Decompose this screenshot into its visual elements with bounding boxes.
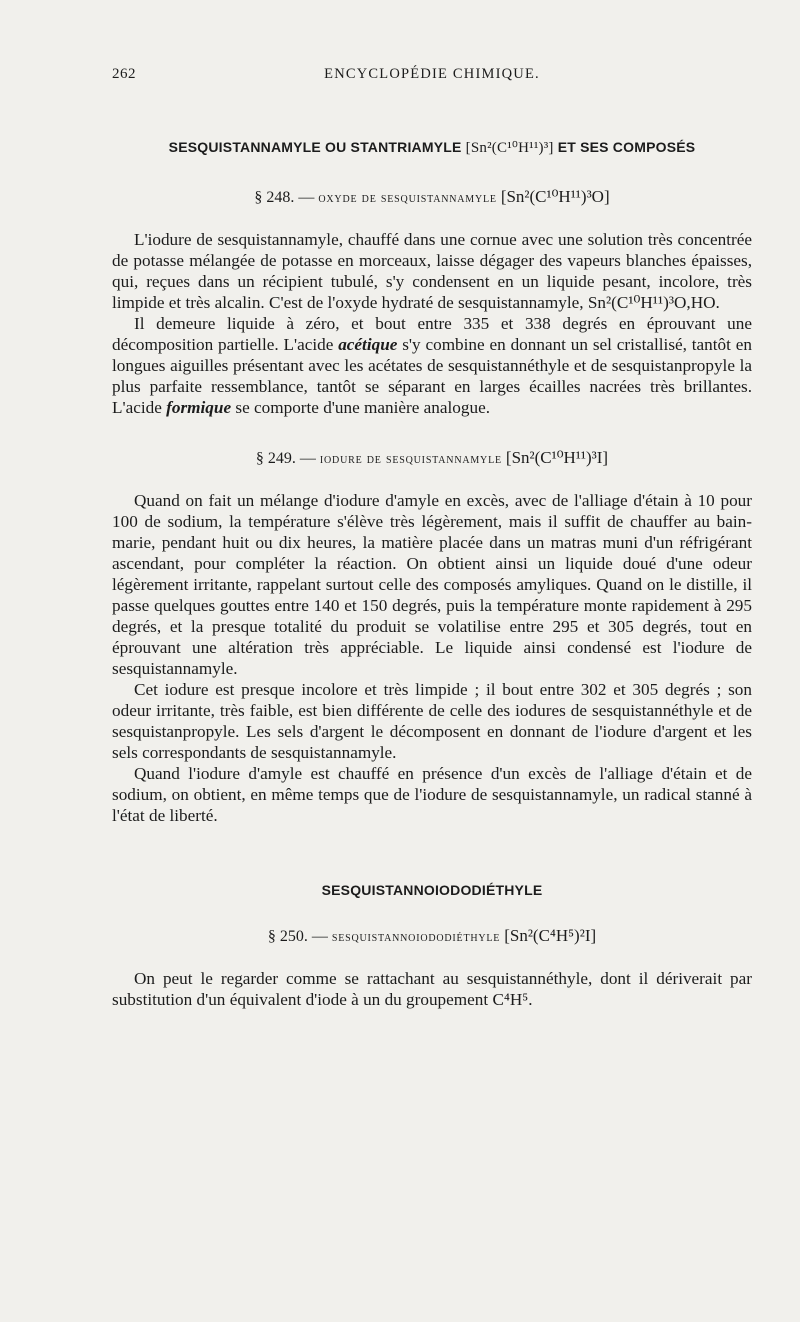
subsection-title: SESQUISTANNOIODODIÉTHYLE <box>321 882 543 898</box>
page-content <box>112 130 752 1010</box>
paragraph-250-1: On peut le regarder comme se rattachant au sesquistannéthyle, dont il dériverait par substitution d'un équivalent d'iode à un du groupement C⁴H⁵. <box>112 969 752 1009</box>
paragraph-249-2: Cet iodure est presque incolore et très limpide ; il bout entre 302 et 305 degrés ; son odeur irritante, très faible, est bien différente de celle des iodures de sesquistannéthyle et de sesquistanpropyle. Les sels d'argent le décomposent en donnant de l'iodure d'argent et les sels correspondants de sesquistannamyle. <box>112 680 752 762</box>
paragraph-formula-248: [Sn²(C¹⁰H¹¹)³O] <box>500 187 610 206</box>
paragraph-248-2c: se comporte d'une manière analogue. <box>231 398 490 417</box>
page-number: 262 <box>112 66 136 82</box>
paragraph-248-2 <box>112 313 752 418</box>
paragraph-label-248: oxyde de sesquistannamyle <box>318 191 497 206</box>
paragraph-248-1: L'iodure de sesquistannamyle, chauffé dans une cornue avec une solution très concentrée de potasse mélangée de potasse en morceaux, laisse dégager des vapeurs blanches épaisses, qui, reçues dans un récipient tubulé, s'y condensent en un liquide pesant, incolore, très limpide et très alcalin. C'est de l'oxyde hydraté de sesquistannamyle, Sn²(C¹⁰H¹¹)³O,HO. <box>112 230 752 312</box>
paragraph-number-248: § 248. — <box>254 189 315 206</box>
running-head <box>112 66 752 88</box>
acid-acetique: acétique <box>338 335 398 354</box>
paragraph-number-249: § 249. — <box>255 450 316 467</box>
section-title <box>112 138 752 157</box>
paragraph-label-249: iodure de sesquistannamyle <box>319 452 502 467</box>
running-title: ENCYCLOPÉDIE CHIMIQUE. <box>324 66 540 82</box>
paragraph-heading-249 <box>112 448 752 468</box>
paragraph-heading-250 <box>112 926 752 946</box>
paragraph-formula-250: [Sn²(C⁴H⁵)²I] <box>504 926 597 945</box>
section-title-start: SESQUISTANNAMYLE OU STANTRIAMYLE <box>168 139 462 155</box>
paragraph-label-250: sesquistannoiododiéthyle <box>331 930 501 945</box>
section-title-end: ET SES COMPOSÉS <box>557 139 696 155</box>
paragraph-249-1: Quand on fait un mélange d'iodure d'amyle en excès, avec de l'alliage d'étain à 10 pour 100 de sodium, la température s'élève très légèrement, mais il suffit de chauffer au bain-marie, pendant huit ou dix heures, la matière placée dans un matras muni d'un réfrigérant ascendant, pour compléter la réaction. On obtient ainsi un liquide doué d'une odeur légèrement irritante, rappelant surtout celle des composés amyliques. Quand on le distille, il passe quelques gouttes entre 140 et 150 degrés, puis la température monte rapidement à 295 degrés, et la presque totalité du produit se volatilise entre 295 et 305 degrés, tout en éprouvant une altération très appréciable. Le liquide ainsi condensé est l'iodure de sesquistannamyle. <box>112 491 752 678</box>
acid-formique: formique <box>166 398 232 417</box>
section-title-formula: [Sn²(C¹⁰H¹¹)³] <box>465 140 554 156</box>
paragraph-number-250: § 250. — <box>267 928 328 945</box>
paragraph-248-2a: Il demeure liquide à zéro, et bout entre 335 et 338 degrés en éprouvant une décomposition partielle. L'acide <box>112 314 752 354</box>
paragraph-249-3: Quand l'iodure d'amyle est chauffé en présence d'un excès de l'alliage d'étain et de sodium, on obtient, en même temps que de l'iodure de sesquistannamyle, un radical stanné à l'état de liberté. <box>112 764 752 825</box>
paragraph-formula-249: [Sn²(C¹⁰H¹¹)³I] <box>505 448 609 467</box>
paragraph-248-2b: s'y combine en donnant un sel cristallisé, tantôt en longues aiguilles présentant avec les acétates de sesquistannéthyle et de sesquistanpropyle la plus parfaite ressemblance, tantôt se séparant en larges écailles nacrées très brillantes. L'acide <box>112 335 752 417</box>
paragraph-heading-248 <box>112 187 752 207</box>
